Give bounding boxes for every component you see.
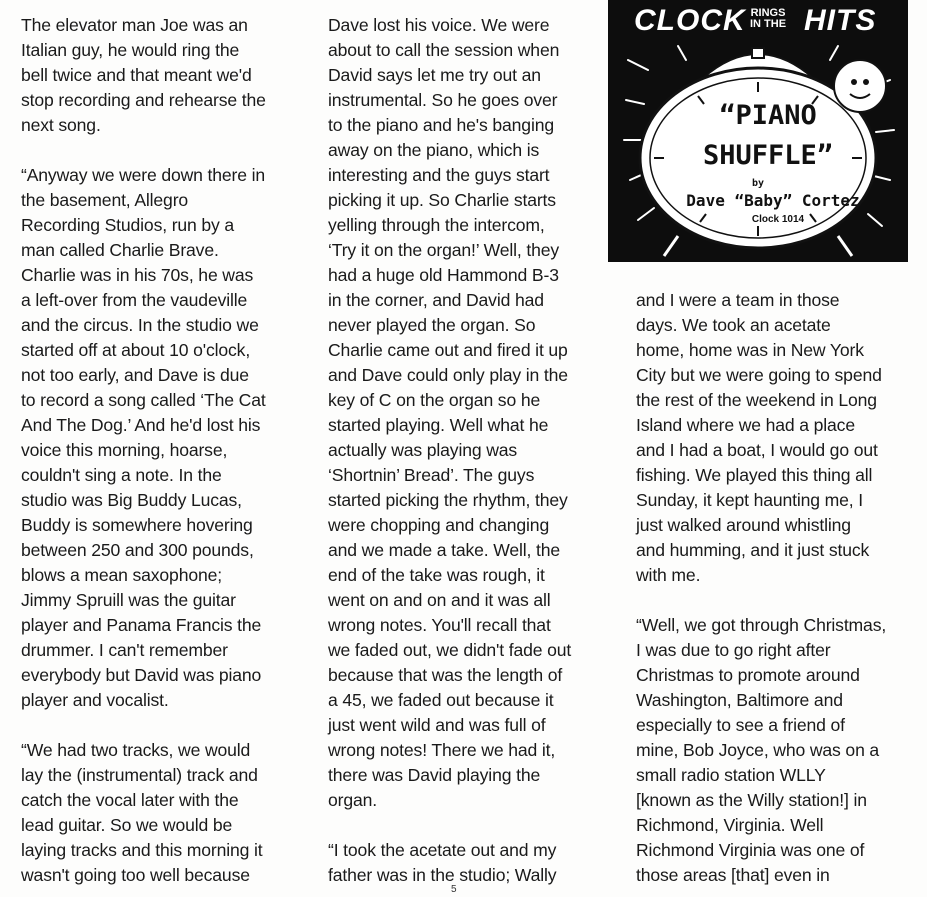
text-line: Charlie was in his 70s, he was bbox=[21, 265, 254, 285]
text-line: ‘Try it on the organ!’ Well, they bbox=[328, 240, 560, 260]
text-column-3 bbox=[636, 288, 926, 888]
text-line: lead guitar. So we would be bbox=[21, 815, 233, 835]
text-line: and I had a boat, I would go out bbox=[636, 440, 878, 460]
text-line: the basement, Allegro bbox=[21, 190, 189, 210]
text-line: a 45, we faded out because it bbox=[328, 690, 554, 710]
text-line: and humming, and it just stuck bbox=[636, 540, 870, 560]
text-line: key of C on the organ so he bbox=[328, 390, 541, 410]
label-title-small bbox=[738, 8, 798, 30]
text-line: Recording Studios, run by a bbox=[21, 215, 235, 235]
text-line: Richmond Virginia was one of bbox=[636, 840, 865, 860]
text-line: Island where we had a place bbox=[636, 415, 855, 435]
text-line: mine, Bob Joyce, who was on a bbox=[636, 740, 880, 760]
text-line: started picking the rhythm, they bbox=[328, 490, 568, 510]
text-line: studio was Big Buddy Lucas, bbox=[21, 490, 242, 510]
text-line: and the circus. In the studio we bbox=[21, 315, 259, 335]
paragraph-gap bbox=[21, 713, 311, 738]
text-line: voice this morning, hoarse, bbox=[21, 440, 228, 460]
text-line: end of the take was rough, it bbox=[328, 565, 545, 585]
text-line: next song. bbox=[21, 115, 101, 135]
text-line: lay the (instrumental) track and bbox=[21, 765, 258, 785]
song-catalog-number: Clock 1014 bbox=[751, 214, 805, 225]
text-line: those areas [that] even in bbox=[636, 865, 830, 885]
text-line: fishing. We played this thing all bbox=[636, 465, 873, 485]
text-line: wrong notes! There we had it, bbox=[328, 740, 556, 760]
text-line: never played the organ. So bbox=[328, 315, 536, 335]
text-line: a left-over from the vaudeville bbox=[21, 290, 248, 310]
text-line: about to call the session when bbox=[328, 40, 560, 60]
text-line: Jimmy Spruill was the guitar bbox=[21, 590, 236, 610]
record-label-image bbox=[608, 0, 908, 262]
text-line: Charlie came out and fired it up bbox=[328, 340, 568, 360]
text-line: days. We took an acetate bbox=[636, 315, 831, 335]
text-line: David says let me try out an bbox=[328, 65, 541, 85]
text-line: home, home was in New York bbox=[636, 340, 864, 360]
text-line: And The Dog.’ And he'd lost his bbox=[21, 415, 261, 435]
text-line: just walked around whistling bbox=[636, 515, 851, 535]
song-title-line2: SHUFFLE” bbox=[702, 140, 834, 171]
text-line: in the corner, and David had bbox=[328, 290, 544, 310]
text-line: “Anyway we were down there in bbox=[21, 165, 266, 185]
text-line: the rest of the weekend in Long bbox=[636, 390, 877, 410]
text-line: especially to see a friend of bbox=[636, 715, 845, 735]
text-line: instrumental. So he goes over bbox=[328, 90, 558, 110]
label-title-left: CLOCK bbox=[634, 4, 746, 37]
text-line: player and Panama Francis the bbox=[21, 615, 262, 635]
paragraph-gap bbox=[636, 588, 926, 613]
text-line: Washington, Baltimore and bbox=[636, 690, 843, 710]
song-artist: Dave “Baby” Cortez bbox=[686, 191, 860, 210]
text-line: just went wild and was full of bbox=[328, 715, 546, 735]
text-line: The elevator man Joe was an bbox=[21, 15, 248, 35]
text-line: not too early, and Dave is due bbox=[21, 365, 249, 385]
text-line: and Dave could only play in the bbox=[328, 365, 568, 385]
text-line: ‘Shortnin’ Bread’. The guys bbox=[328, 465, 535, 485]
text-column-2 bbox=[328, 13, 618, 888]
text-line: Richmond, Virginia. Well bbox=[636, 815, 824, 835]
text-line: couldn't sing a note. In the bbox=[21, 465, 222, 485]
text-line: Buddy is somewhere hovering bbox=[21, 515, 253, 535]
text-line: everybody but David was piano bbox=[21, 665, 262, 685]
page-number: 5 bbox=[451, 884, 457, 895]
song-title-line1: “PIANO bbox=[719, 100, 817, 131]
text-line: organ. bbox=[328, 790, 377, 810]
text-column-1 bbox=[21, 13, 311, 888]
text-line: drummer. I can't remember bbox=[21, 640, 228, 660]
text-line: small radio station WLLY bbox=[636, 765, 826, 785]
text-line: “I took the acetate out and my bbox=[328, 840, 557, 860]
text-line: bell twice and that meant we'd bbox=[21, 65, 252, 85]
label-small-line1: RINGS bbox=[750, 7, 786, 19]
text-line: Sunday, it kept haunting me, I bbox=[636, 490, 863, 510]
text-line: were chopping and changing bbox=[328, 515, 550, 535]
text-line: catch the vocal later with the bbox=[21, 790, 239, 810]
text-line: Dave lost his voice. We were bbox=[328, 15, 550, 35]
text-line: stop recording and rehearse the bbox=[21, 90, 266, 110]
text-line: because that was the length of bbox=[328, 665, 563, 685]
label-title-right: HITS bbox=[804, 4, 877, 37]
text-line: player and vocalist. bbox=[21, 690, 169, 710]
text-line: yelling through the intercom, bbox=[328, 215, 545, 235]
text-line: started playing. Well what he bbox=[328, 415, 549, 435]
text-line: actually was playing was bbox=[328, 440, 518, 460]
paragraph-gap bbox=[21, 138, 311, 163]
text-line: man called Charlie Brave. bbox=[21, 240, 219, 260]
text-line: we faded out, we didn't fade out bbox=[328, 640, 572, 660]
text-line: went on and on and it was all bbox=[328, 590, 551, 610]
text-line: to record a song called ‘The Cat bbox=[21, 390, 266, 410]
label-small-line2: IN THE bbox=[749, 18, 787, 30]
text-line: Christmas to promote around bbox=[636, 665, 860, 685]
text-line: with me. bbox=[636, 565, 701, 585]
text-line: wrong notes. You'll recall that bbox=[328, 615, 551, 635]
paragraph-gap bbox=[328, 813, 618, 838]
text-line: picking it up. So Charlie starts bbox=[328, 190, 556, 210]
text-line: started off at about 10 o'clock, bbox=[21, 340, 251, 360]
text-line: [known as the Willy station!] in bbox=[636, 790, 867, 810]
text-line: Italian guy, he would ring the bbox=[21, 40, 240, 60]
text-line: laying tracks and this morning it bbox=[21, 840, 263, 860]
text-line: father was in the studio; Wally bbox=[328, 865, 557, 885]
song-by: by bbox=[751, 178, 765, 189]
text-line: City but we were going to spend bbox=[636, 365, 882, 385]
text-line: between 250 and 300 pounds, bbox=[21, 540, 254, 560]
text-line: interesting and the guys start bbox=[328, 165, 550, 185]
text-line: and I were a team in those bbox=[636, 290, 840, 310]
text-line: and we made a take. Well, the bbox=[328, 540, 560, 560]
text-line: “Well, we got through Christmas, bbox=[636, 615, 887, 635]
text-line: blows a mean saxophone; bbox=[21, 565, 222, 585]
text-line: wasn't going too well because bbox=[21, 865, 250, 885]
text-line: “We had two tracks, we would bbox=[21, 740, 251, 760]
text-line: had a huge old Hammond B-3 bbox=[328, 265, 559, 285]
text-line: there was David playing the bbox=[328, 765, 541, 785]
text-line: I was due to go right after bbox=[636, 640, 831, 660]
text-line: away on the piano, which is bbox=[328, 140, 540, 160]
text-line: to the piano and he's banging bbox=[328, 115, 554, 135]
